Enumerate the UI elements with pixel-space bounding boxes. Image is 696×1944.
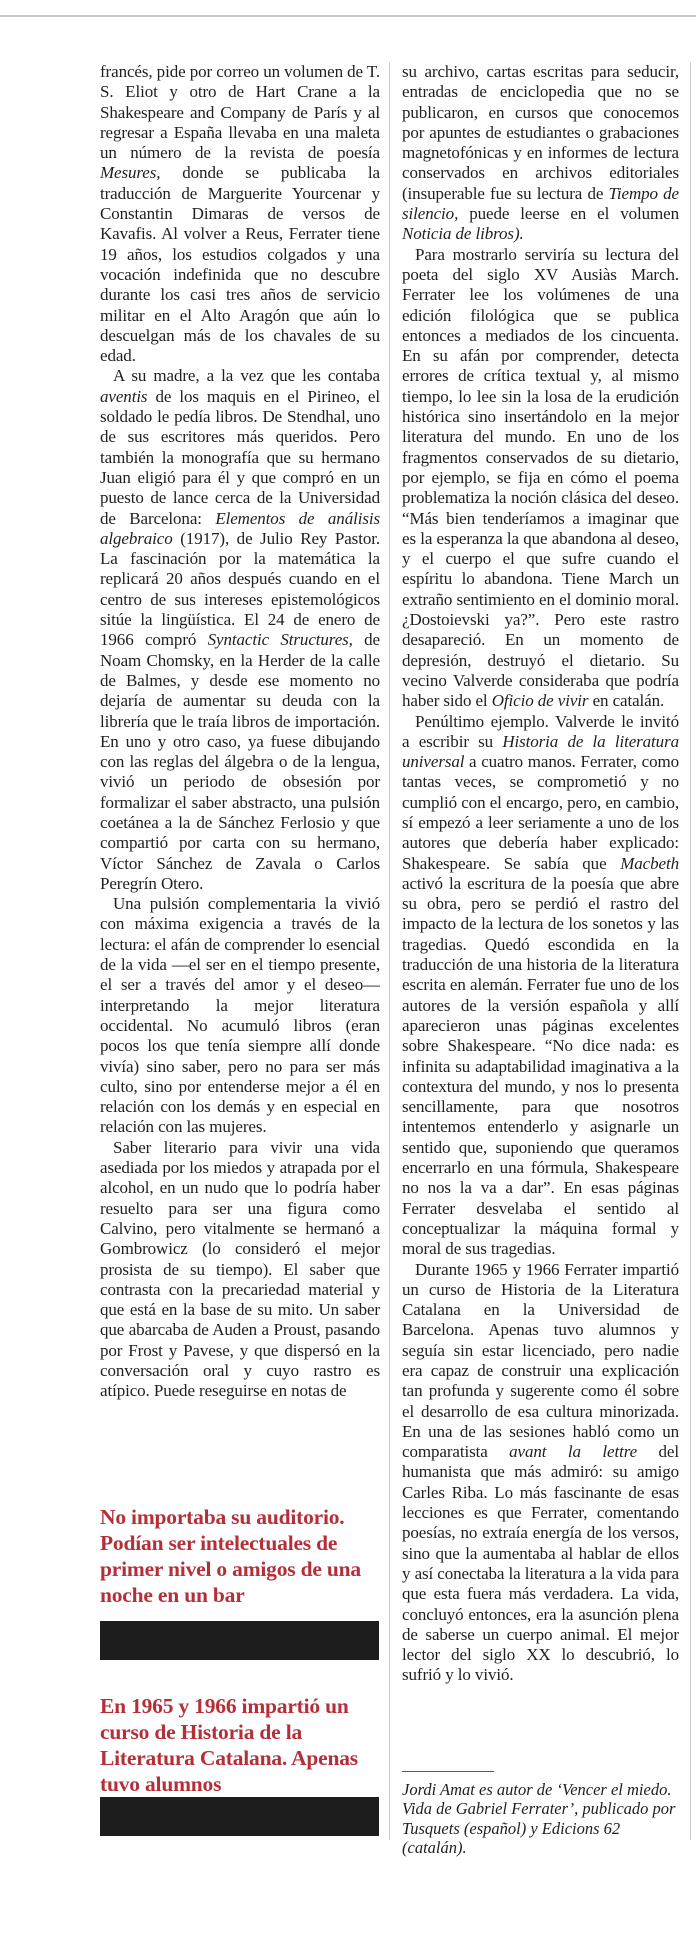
top-horizontal-rule — [0, 15, 696, 17]
right-text-column — [402, 62, 679, 1762]
author-note-rule — [402, 1771, 494, 1772]
right-edge-rule — [690, 62, 691, 1840]
author-note: Jordi Amat es autor de ‘Vencer el miedo. Vida de Gabriel Ferrater’, publicado por Tusquets (español) y Edicions 62 (catalán). — [402, 1780, 676, 1857]
body-paragraph: Saber literario para vivir una vida asediada por los miedos y atrapada por el alcohol, en un nudo que lo podría haber resuelto para ser una figura como Calvino, pero vitalmente se hermanó a Gombrowicz (lo consideró el mejor prosista de su tiempo). El saber que contrasta con la precariedad material y que está en la base de su mito. Un saber que abarcaba de Auden a Proust, pasando por Frost y Pavese, y que dispersó en la conversación oral y cuyo rastro es atípico. Puede reseguirse en notas de — [100, 1137, 380, 1401]
column-divider-rule — [389, 62, 390, 1840]
body-paragraph: su archivo, cartas escritas para seducir, entradas de enciclopedia que no se publicaron, en cursos que conocemos por apuntes de estudiantes o grabaciones magnetofónicas y en informes de lectura conservados en archivos editoriales (insuperable fue su lectura de Tiempo de silencio, puede leerse en el volumen Noticia de libros). — [402, 62, 679, 244]
black-placeholder-box-1 — [100, 1621, 379, 1660]
body-paragraph: Una pulsión complementaria la vivió con máxima exigencia a través de la lectura: el afán de comprender lo esencial de la vida —el ser en el tiempo presente, el ser a través del amor y el deseo— interpretando la mejor literatura occidental. No acumuló libros (eran pocos los que tenía siempre allí donde vivía) sino saber, pero no para ser más culto, sino por entenderse mejor a él en relación con los demás y en especial en relación con las mujeres. — [100, 894, 380, 1137]
pull-quote-curso-1965: En 1965 y 1966 impartió un curso de Historia de la Literatura Catalana. Apenas tuvo alumnos — [100, 1694, 358, 1796]
body-paragraph: francés, pide por correo un volumen de T. S. Eliot y otro de Hart Crane a la Shakespeare and Company de París y al regresar a España llevaba en una maleta un número de la revista de poesía Mesures, donde se publicaba la traducción de Marguerite Yourcenar y Constantin Dimaras de versos de Kavafis. Al volver a Reus, Ferrater tiene 19 años, los estudios colgados y una vocación indefinida que no descubre durante los casi tres años de servicio militar en el Alto Aragón que aún lo descuelgan más de los chavales de su edad. — [100, 62, 380, 366]
body-paragraph: A su madre, a la vez que les contaba aventis de los maquis en el Pirineo, el soldado le pedía libros. De Stendhal, uno de sus escritores más queridos. Pero también la monografía que su hermano Juan eligió para él y que compró en un puesto de lance cerca de la Universidad de Barcelona: Elementos de análisis algebraico (1917), de Julio Rey Pastor. La fascinación por la matemática la replicará 20 años después cuando en el centro de sus intereses epistemológicos sitúe la lingüística. El 24 de enero de 1966 compró Syntactic Structures, de Noam Chomsky, en la Herder de la calle de Balmes, y desde ese momento no dejaría de aumentar su deuda con la librería que le traía libros de importación. En uno y otro caso, ya fuese dibujando con las reglas del álgebra o de la lengua, vivió un periodo de obsesión por formalizar el saber abstracto, una pulsión coetánea a la de Sánchez Ferlosio y que compartió por carta con su hermano, Víctor Sánchez de Zavala o Carlos Peregrín Otero. — [100, 366, 380, 893]
left-text-column — [100, 62, 380, 1442]
body-paragraph: Penúltimo ejemplo. Valverde le invitó a escribir su Historia de la literatura universal a cuatro manos. Ferrater, como tantas veces, se comprometió y no cumplió con el encargo, pero, en cambio, sí empezó a leer seriamente a uno de los autores que debería haber explicado: Shakespeare. Se sabía que Macbeth activó la escritura de la poesía que abre su obra, pero se perdió el rastro del impacto de la lectura de los sonetos y las tragedias. Quedó escondida en la traducción de una historia de la literatura escrita en alemán. Ferrater fue uno de los autores de la versión española y allí aparecieron unas páginas excelentes sobre Shakespeare. “No dice nada: es infinita su adaptabilidad imaginativa a la contextura del mundo, y nos lo presenta sencillamente, para que nosotros intentemos entenderlo y asignarle un sentido que, suponiendo que queramos encerrarlo en una fórmula, Shakespeare no nos la va a dar”. En esas páginas Ferrater desvelaba el sentido al conceptualizar la máquina formal y moral de sus tragedias. — [402, 711, 679, 1259]
black-placeholder-box-2 — [100, 1797, 379, 1836]
body-paragraph: Durante 1965 y 1966 Ferrater impartió un curso de Historia de la Literatura Catalana en la Universidad de Barcelona. Apenas tuvo alumnos y seguía sin estar licenciado, pero nadie era capaz de construir una explicación tan profunda y sugerente como él sobre el desarrollo de esa cultura minorizada. En una de las sesiones habló como un comparatista avant la lettre del humanista que más admiró: su amigo Carles Riba. Lo más fascinante de esas lecciones es que Ferrater, comentando poesías, no extraía energía de los versos, sino que la aumentaba al hablar de ellos y así conectaba la literatura a la vida para que esta fuera más verdadera. La vida, concluyó entonces, era la asunción plena de saberse un cuerpo animal. El mejor lector del siglo XX lo descubrió, lo sufrió y lo vivió. — [402, 1259, 679, 1685]
pull-quote-auditorio: No importaba su auditorio. Podían ser intelectuales de primer nivel o amigos de una noche en un bar — [100, 1505, 361, 1607]
body-paragraph: Para mostrarlo serviría su lectura del poeta del siglo XV Ausiàs March. Ferrater lee los volúmenes de una edición filológica que se publica entonces a mediados de los cincuenta. En su afán por comprender, detecta errores de crítica textual y, al mismo tiempo, lo lee sin la losa de la erudición histórica sino insertándolo en la mejor literatura del mundo. En uno de los fragmentos conservados de su dietario, por ejemplo, se fija en cómo el poema problematiza la noción clásica del deseo. “Más bien tenderíamos a imaginar que es la esperanza la que abandona al deseo, y el cuerpo el que sufre cuando el espíritu lo abandona. Tiene March un extraño sentimiento en el dominio moral. ¿Dostoievski ya?”. Pero este rastro desapareció. En un momento de depresión, destruyó el dietario. Su vecino Valverde consideraba que podría haber sido el Oficio de vivir en catalán. — [402, 244, 679, 711]
